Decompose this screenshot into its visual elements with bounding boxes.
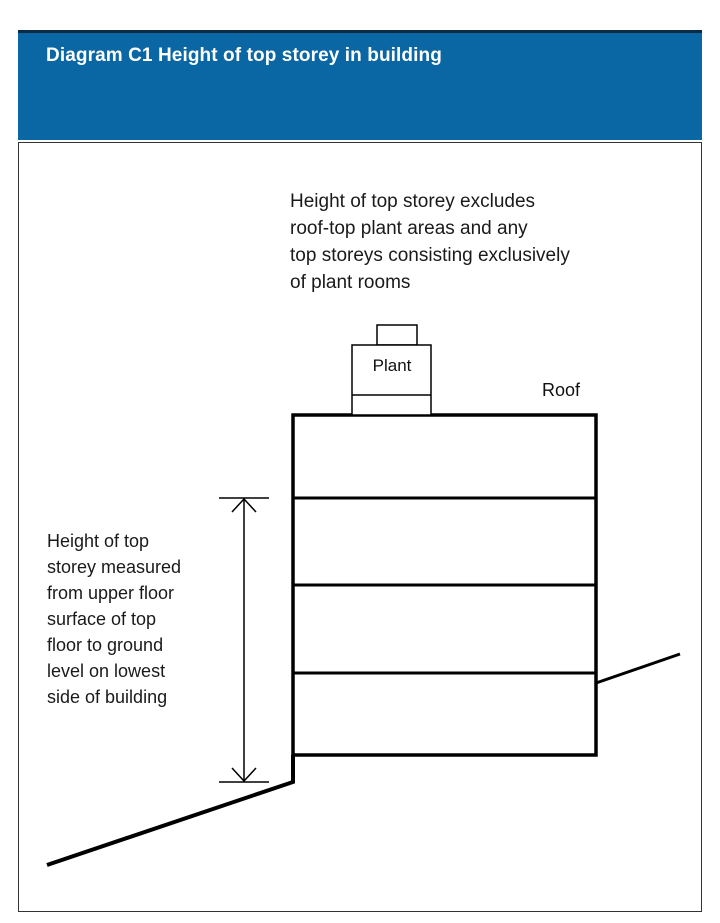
ground-line (47, 755, 293, 865)
note-line: of plant rooms (290, 272, 411, 293)
height-measurement-note (47, 528, 181, 710)
note-line: storey measured (47, 557, 182, 577)
note-line: from upper floor (47, 583, 175, 603)
note-line: floor to ground (47, 635, 164, 655)
plant-cap (377, 325, 417, 345)
note-line: side of building (47, 687, 168, 707)
plant-label: Plant (372, 356, 412, 375)
note-line: roof-top plant areas and any (290, 218, 528, 239)
roof-label: Roof (542, 380, 581, 400)
diagram-title: Diagram C1 Height of top storey in building (46, 45, 442, 66)
note-line: level on lowest (47, 661, 166, 681)
top-storey-exclusion-note (290, 188, 570, 296)
note-line: surface of top (47, 609, 157, 629)
note-line: Height of top (47, 531, 150, 551)
note-line: top storeys consisting exclusively (290, 245, 570, 266)
note-line: Height of top storey excludes (290, 191, 536, 212)
ground-line-right (596, 654, 680, 683)
